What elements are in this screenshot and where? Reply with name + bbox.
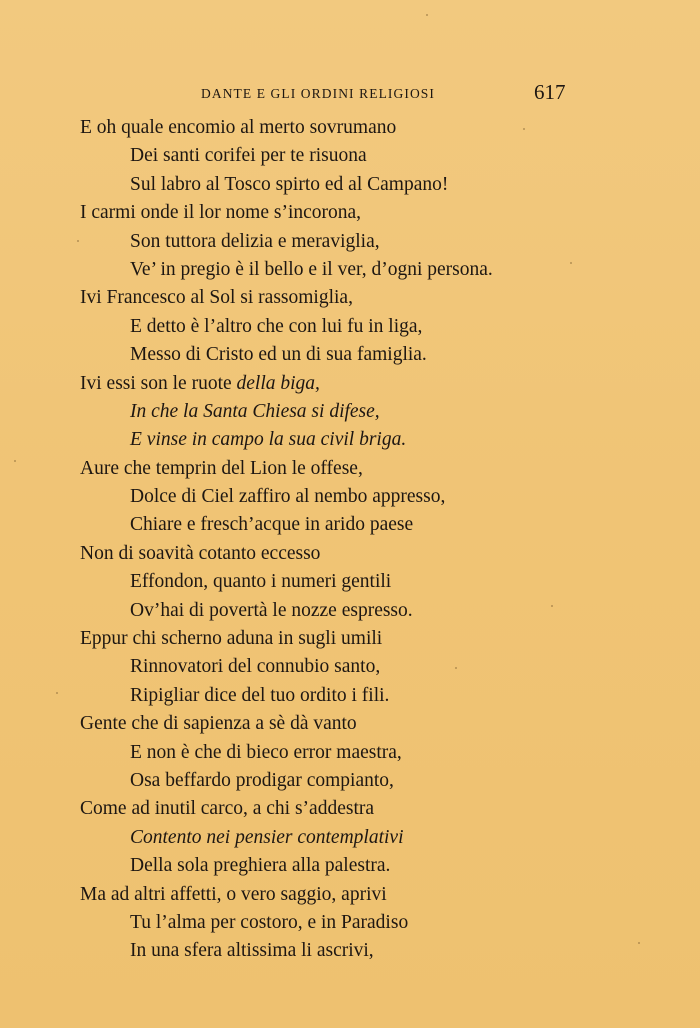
verse-line <box>80 710 680 738</box>
verse-line <box>80 881 680 909</box>
paper-speck <box>56 692 58 694</box>
tercet <box>80 114 680 199</box>
verse-text: Tu l’alma per costoro, e in Paradiso <box>130 911 409 933</box>
verse-text: Ov’hai di povertà le nozze espresso. <box>130 599 413 621</box>
tercet <box>80 455 680 540</box>
paper-speck <box>455 667 457 669</box>
verse-line <box>80 455 680 483</box>
tercet <box>80 881 680 966</box>
paper-speck <box>570 262 572 264</box>
paper-speck <box>523 128 525 130</box>
verse-line <box>80 852 680 880</box>
page-header <box>201 80 580 110</box>
verse-text: In che la Santa Chiesa si difese, <box>130 400 380 422</box>
paper-speck <box>426 14 428 16</box>
tercet <box>80 625 680 710</box>
page-number: 617 <box>534 80 566 104</box>
verse-line <box>80 114 680 142</box>
verse-line <box>80 767 680 795</box>
verse-line <box>80 824 680 852</box>
verse-line <box>80 597 680 625</box>
verse-text: Eppur chi scherno aduna in sugli umili <box>80 628 383 650</box>
paper-speck <box>551 605 553 607</box>
verse-line <box>80 199 680 227</box>
paper-speck <box>14 460 16 462</box>
verse-line <box>80 284 680 312</box>
verse-text: Ripigliar dice del tuo ordito i fili. <box>130 684 390 706</box>
verse-line <box>80 256 680 284</box>
verse-text: E non è che di bieco error maestra, <box>130 741 402 763</box>
verse-line <box>80 483 680 511</box>
verse-line <box>80 341 680 369</box>
tercet <box>80 199 680 284</box>
verse-text: Rinnovatori del connubio santo, <box>130 656 381 678</box>
verse-line <box>80 625 680 653</box>
verse-line <box>80 398 680 426</box>
verse-text: Come ad inutil carco, a chi s’addestra <box>80 798 375 820</box>
verse-text: Gente che di sapienza a sè dà vanto <box>80 713 357 735</box>
verse-text: E oh quale encomio al merto sovrumano <box>80 117 397 138</box>
verse-text: E detto è l’altro che con lui fu in liga, <box>130 315 423 337</box>
verse-text: Aure che temprin del Lion le offese, <box>80 457 363 479</box>
verse-italic-phrase: della biga, <box>236 372 320 394</box>
verse-line <box>80 795 680 823</box>
verse-line <box>80 426 680 454</box>
tercet <box>80 710 680 795</box>
verse-line <box>80 568 680 596</box>
verse-line <box>80 313 680 341</box>
verse-text: Chiare e fresch’acque in arido paese <box>130 514 414 536</box>
paper-speck <box>638 942 640 944</box>
verse-text: Ma ad altri affetti, o vero saggio, aprivi <box>80 883 387 905</box>
verse-line <box>80 370 680 398</box>
tercet <box>80 284 680 369</box>
verse-line <box>80 937 680 965</box>
verse-line <box>80 511 680 539</box>
verse-line <box>80 171 680 199</box>
verse-text: Ivi Francesco al Sol si rassomiglia, <box>80 287 353 309</box>
verse-text: I carmi onde il lor nome s’incorona, <box>80 202 362 224</box>
verse-text: E vinse in campo la sua civil briga. <box>130 429 407 451</box>
verse-line <box>80 909 680 937</box>
verse-text: Ivi essi son le ruote <box>80 372 232 394</box>
verse-text: Dolce di Ciel zaffiro al nembo appresso, <box>130 486 446 508</box>
tercet <box>80 370 680 455</box>
poem-body <box>80 114 680 966</box>
verse-line <box>80 682 680 710</box>
running-title: DANTE E GLI ORDINI RELIGIOSI <box>201 86 436 101</box>
verse-text: Osa beffardo prodigar compianto, <box>130 769 394 791</box>
verse-text: Ve’ in pregio è il bello e il ver, d’ogni persona. <box>130 258 493 280</box>
verse-text: Effondon, quanto i numeri gentili <box>130 571 392 593</box>
verse-line <box>80 142 680 170</box>
verse-line <box>80 228 680 256</box>
paper-speck <box>77 240 79 242</box>
verse-text: Dei santi corifei per te risuona <box>130 145 367 167</box>
verse-text: Son tuttora delizia e meraviglia, <box>130 230 380 252</box>
verse-text: In una sfera altissima li ascrivi, <box>130 940 374 962</box>
tercet <box>80 540 680 625</box>
tercet <box>80 795 680 880</box>
verse-text: Contento nei pensier contemplativi <box>130 826 404 848</box>
verse-line <box>80 653 680 681</box>
verse-text: Della sola preghiera alla palestra. <box>130 855 391 877</box>
verse-text: Messo di Cristo ed un di sua famiglia. <box>130 344 427 366</box>
verse-text: Non di soavità cotanto eccesso <box>80 542 321 564</box>
verse-line <box>80 739 680 767</box>
verse-line <box>80 540 680 568</box>
verse-text: Sul labro al Tosco spirto ed al Campano! <box>130 173 449 195</box>
